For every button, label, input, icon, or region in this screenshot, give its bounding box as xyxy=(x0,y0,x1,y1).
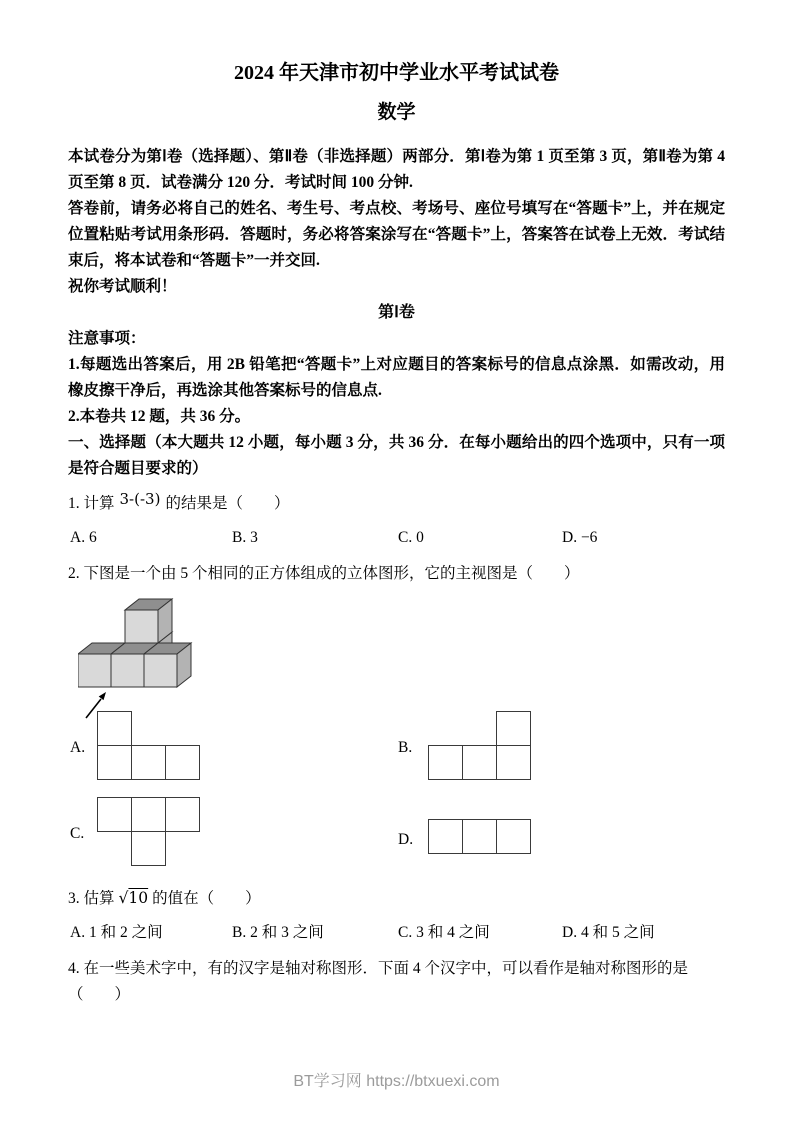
q3-option-d: D. 4 和 5 之间 xyxy=(562,924,655,941)
q1-option-a: A. 6 xyxy=(70,529,97,546)
question-3-options xyxy=(68,920,725,946)
cube-solid-figure xyxy=(78,592,203,722)
note-1: 1.每题选出答案后，用 2B 铅笔把“答题卡”上对应题目的答案标号的信息点涂黑．如需改动，用橡皮擦干净后，再选涂其他答案标号的信息点. xyxy=(68,356,725,399)
intro-paragraph-1: 本试卷分为第Ⅰ卷（选择题）、第Ⅱ卷（非选择题）两部分．第Ⅰ卷为第 1 页至第 3 页，第Ⅱ卷为第 4 页至第 8 页．试卷满分 120 分．考试时间 100 分钟. xyxy=(68,148,725,191)
question-3-stem xyxy=(68,885,725,912)
q2-option-d-figure xyxy=(428,819,531,859)
q3-radicand: 10 xyxy=(128,889,149,907)
q2-option-d-label: D. xyxy=(398,831,414,848)
q1-option-c: C. 0 xyxy=(398,529,424,546)
notes-title: 注意事项： xyxy=(68,330,146,347)
q1-stem-suffix: 的结果是（ ） xyxy=(165,495,290,512)
part1-header: 第Ⅰ卷 xyxy=(378,304,415,321)
q2-option-c-label: C. xyxy=(70,825,85,842)
q1-expression: 3-(-3) xyxy=(119,490,161,508)
view-grid xyxy=(428,819,531,854)
question-2-stem: 2. 下图是一个由 5 个相同的正方体组成的立体图形，它的主视图是（ ） xyxy=(68,565,580,582)
q3-option-b: B. 2 和 3 之间 xyxy=(232,924,324,941)
q3-option-a: A. 1 和 2 之间 xyxy=(70,924,163,941)
exam-title: 2024 年天津市初中学业水平考试试卷 xyxy=(234,62,559,84)
view-grid xyxy=(97,711,200,780)
q2-option-a-label: A. xyxy=(70,739,86,756)
q3-radical-sign: √ xyxy=(118,889,129,907)
q2-option-c-figure xyxy=(97,797,200,871)
question-1-options xyxy=(68,525,725,551)
q3-option-c: C. 3 和 4 之间 xyxy=(398,924,490,941)
q3-stem-suffix: 的值在（ ） xyxy=(152,890,261,907)
section-title: 一、选择题（本大题共 12 小题，每小题 3 分，共 36 分．在每小题给出的四个选项中，只有一项是符合题目要求的） xyxy=(68,434,725,477)
q1-stem-prefix: 1. 计算 xyxy=(68,495,115,512)
note-2: 2.本卷共 12 题，共 36 分。 xyxy=(68,408,251,425)
question-2-figures xyxy=(68,587,725,879)
view-grid xyxy=(97,797,200,866)
question-1-stem xyxy=(68,490,725,517)
q1-option-b: B. 3 xyxy=(232,529,258,546)
q1-option-d: D. −6 xyxy=(562,529,598,546)
q2-option-b-label: B. xyxy=(398,739,413,756)
q2-option-a-figure xyxy=(97,711,200,785)
q2-option-b-figure xyxy=(428,711,531,785)
q3-stem-prefix: 3. 估算 xyxy=(68,890,115,907)
exam-subject: 数学 xyxy=(377,102,416,123)
watermark: BT学习网 https://btxuexi.com xyxy=(293,1073,500,1090)
view-grid xyxy=(428,711,531,780)
intro-paragraph-2: 答卷前，请务必将自己的姓名、考生号、考点校、考场号、座位号填写在“答题卡”上，并在规定位置粘贴考试用条形码．答题时，务必将答案涂写在“答题卡”上，答案答在试卷上无效．考试结束后，将本试卷和“答题卡”一并交回. xyxy=(68,200,725,269)
intro-wish: 祝你考试顺利！ xyxy=(68,278,177,295)
q3-sqrt-expression xyxy=(115,889,153,907)
question-4-stem: 4. 在一些美术字中，有的汉字是轴对称图形．下面 4 个汉字中，可以看作是轴对称图形的是（ ） xyxy=(68,960,689,1003)
